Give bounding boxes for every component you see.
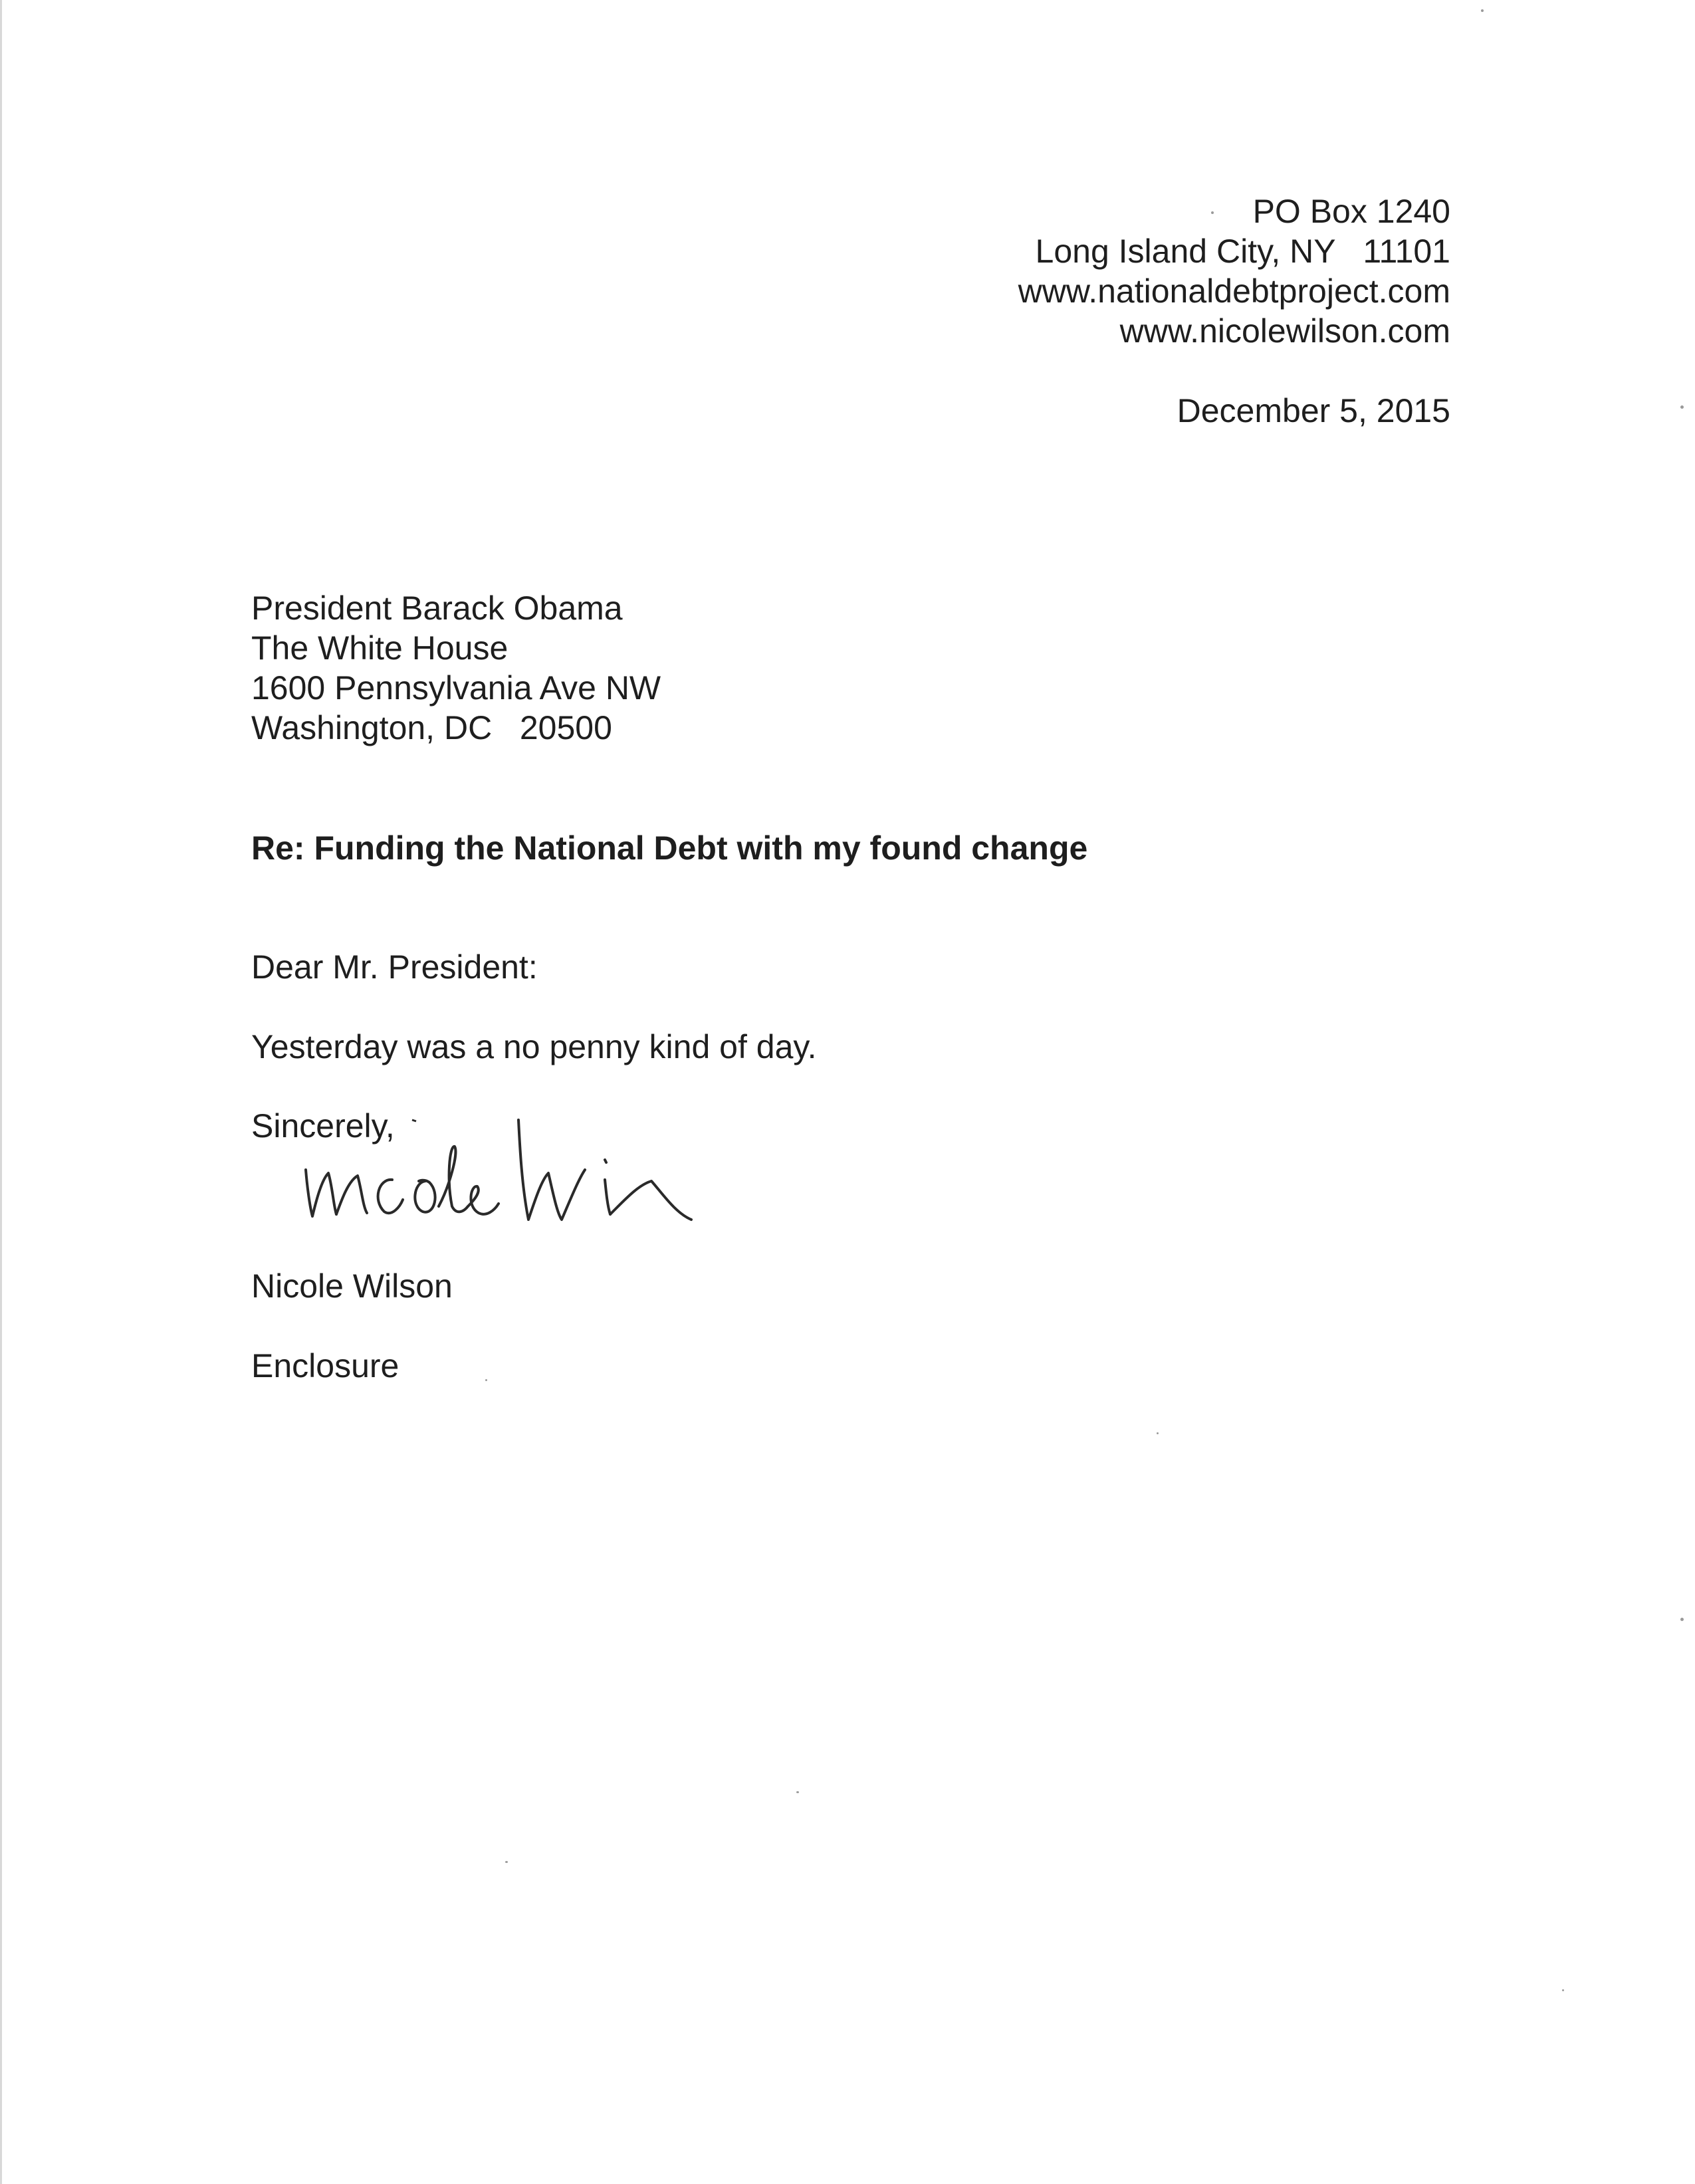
scan-speck [1680,405,1684,409]
recipient-street: 1600 Pennsylvania Ave NW [251,669,661,707]
scan-speck [1211,211,1214,214]
scan-speck [1481,9,1484,12]
scan-speck [1562,1989,1564,1991]
sender-address-line2: Long Island City, NY 11101 [1035,233,1450,270]
body-paragraph: Yesterday was a no penny kind of day. [251,1028,817,1065]
enclosure-note: Enclosure [251,1347,399,1384]
sender-address-line1: PO Box 1240 [1252,193,1450,230]
sender-website-2: www.nicolewilson.com [1119,312,1450,350]
signer-name: Nicole Wilson [251,1267,453,1305]
salutation: Dear Mr. President: [251,948,538,986]
scan-edge [0,0,2,2184]
recipient-organization: The White House [251,629,508,667]
scan-speck [1680,1618,1684,1621]
recipient-name: President Barack Obama [251,590,623,627]
scan-speck [1157,1432,1159,1434]
closing: Sincerely, [251,1107,395,1145]
scan-speck [505,1861,508,1863]
scan-speck [485,1379,487,1381]
recipient-city-state-zip: Washington, DC 20500 [251,709,612,746]
scan-speck [796,1791,799,1793]
handwritten-signature-icon [292,1107,705,1226]
subject-line: Re: Funding the National Debt with my found change [251,829,1088,867]
sender-website-1: www.nationaldebtproject.com [1018,273,1450,310]
letter-date: December 5, 2015 [1177,392,1450,429]
